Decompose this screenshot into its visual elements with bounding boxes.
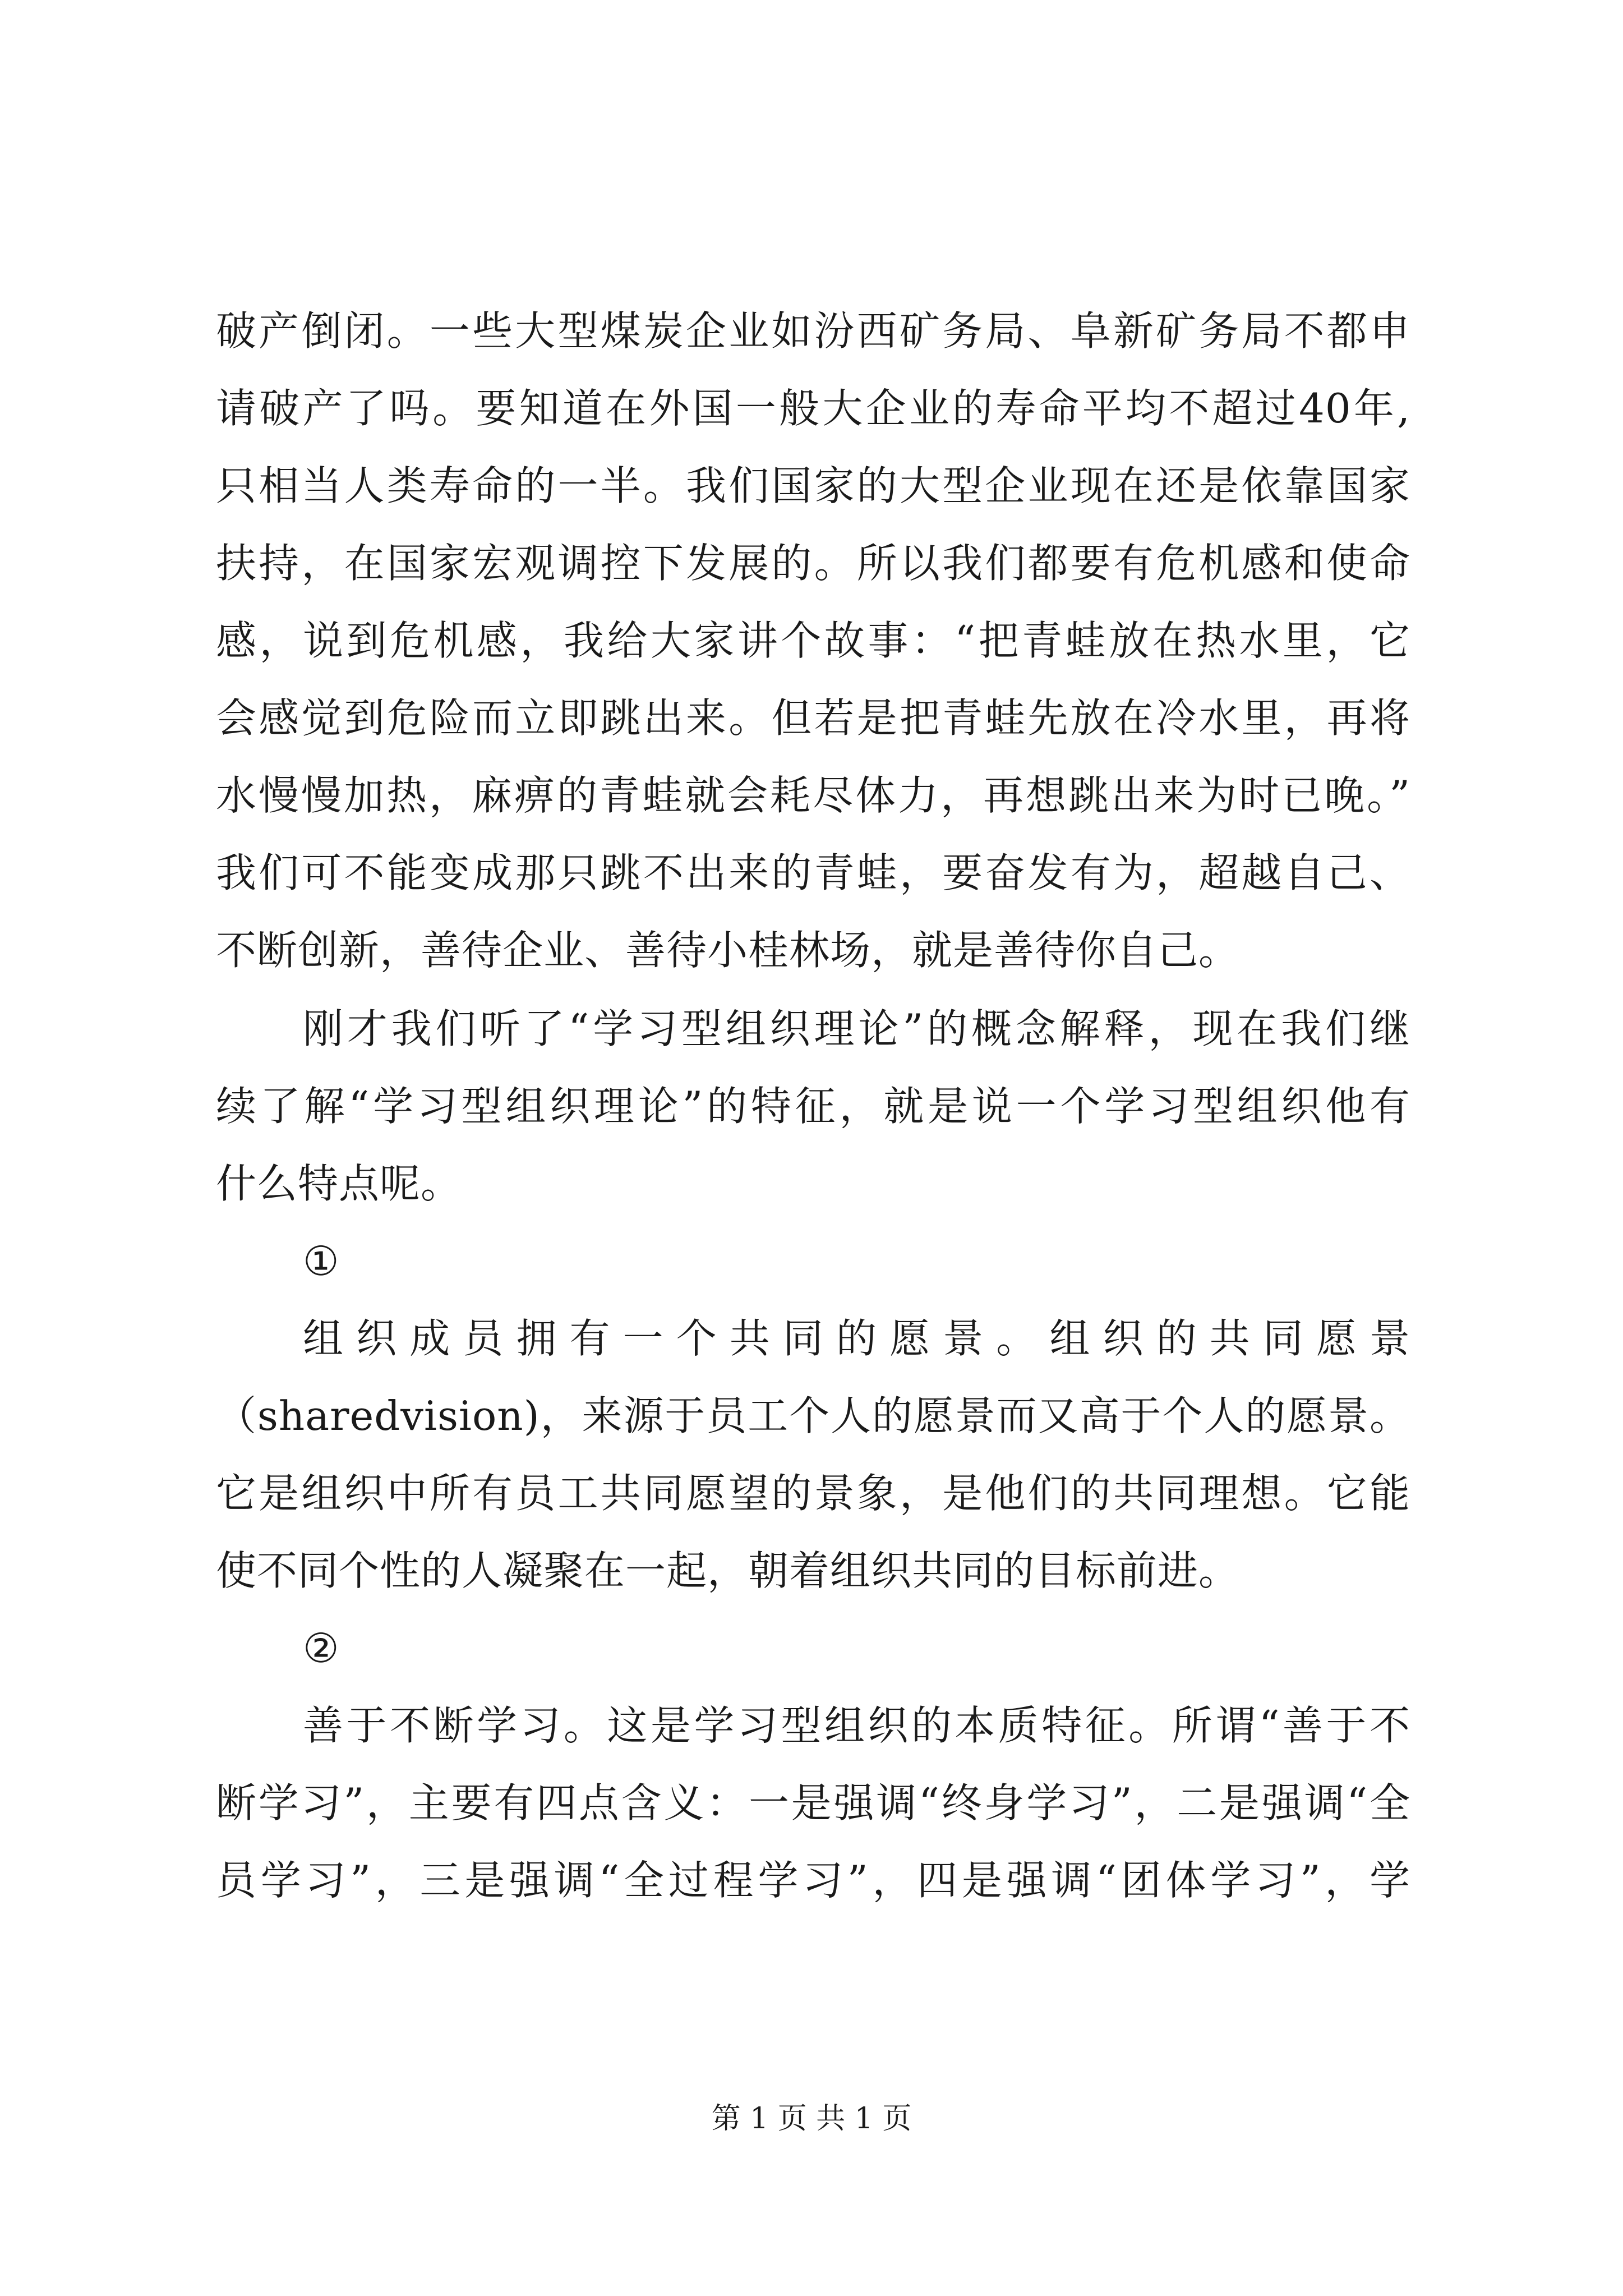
paragraph-line: （sharedvision)，来源于员工个人的愿景而又高于个人的愿景。 bbox=[216, 1392, 1410, 1439]
paragraph-line: 使不同个性的人凝聚在一起，朝着组织共同的目标前进。 bbox=[216, 1547, 1240, 1594]
paragraph-line: 不断创新，善待企业、善待小桂林场，就是善待你自己。 bbox=[216, 927, 1240, 974]
paragraph-line: 它是组织中所有员工共同愿望的景象，是他们的共同理想。它能 bbox=[216, 1470, 1410, 1517]
paragraph-line: 感，说到危机感，我给大家讲个故事：“把青蛙放在热水里，它 bbox=[216, 617, 1410, 664]
paragraph-line: 续了解“学习型组织理论”的特征，就是说一个学习型组织他有 bbox=[216, 1083, 1410, 1130]
list-marker-2: ② bbox=[303, 1625, 339, 1672]
list-marker-1: ① bbox=[303, 1237, 339, 1285]
paragraph-line: 水慢慢加热，麻痹的青蛙就会耗尽体力，再想跳出来为时已晚。” bbox=[216, 772, 1410, 819]
paragraph-line: 什么特点呢。 bbox=[216, 1160, 462, 1207]
paragraph-line: 我们可不能变成那只跳不出来的青蛙，要奋发有为，超越自己、 bbox=[216, 849, 1410, 896]
paragraph-line: 扶持，在国家宏观调控下发展的。所以我们都要有危机感和使命 bbox=[216, 540, 1410, 587]
paragraph-line: 员学习”，三是强调“全过程学习”，四是强调“团体学习”，学 bbox=[216, 1857, 1410, 1904]
paragraph-line: 善于不断学习。这是学习型组织的本质特征。所谓“善于不 bbox=[303, 1702, 1410, 1749]
page-footer: 第 1 页 共 1 页 bbox=[711, 2102, 912, 2136]
paragraph-line: 只相当人类寿命的一半。我们国家的大型企业现在还是依靠国家 bbox=[216, 462, 1410, 509]
paragraph-line: 会感觉到危险而立即跳出来。但若是把青蛙先放在冷水里，再将 bbox=[216, 694, 1410, 742]
paragraph-line: 刚才我们听了“学习型组织理论”的概念解释，现在我们继 bbox=[303, 1005, 1410, 1052]
paragraph-line: 请破产了吗。要知道在外国一般大企业的寿命平均不超过40年, bbox=[216, 385, 1410, 432]
paragraph-line: 断学习”，主要有四点含义：一是强调“终身学习”，二是强调“全 bbox=[216, 1779, 1410, 1826]
paragraph-line: 破产倒闭。一些大型煤炭企业如汾西矿务局、阜新矿务局不都申 bbox=[216, 307, 1410, 355]
paragraph-line: 组织成员拥有一个共同的愿景。组织的共同愿景 bbox=[303, 1315, 1410, 1362]
